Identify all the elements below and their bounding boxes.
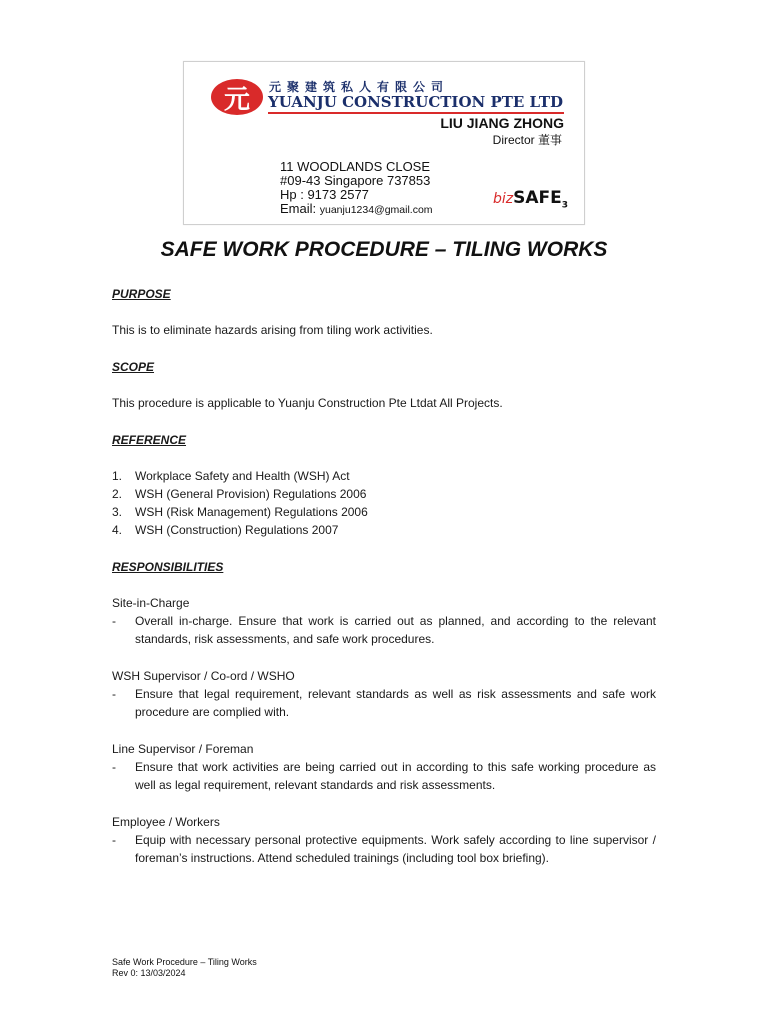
reference-list (112, 467, 656, 539)
reference-item: 4. WSH (Construction) Regulations 2007 (112, 523, 339, 537)
logo-glyph: 元 (223, 84, 250, 115)
role-title: Site-in-Charge (112, 596, 190, 610)
document-title: SAFE WORK PROCEDURE – TILING WORKS (160, 238, 608, 261)
role-title: Employee / Workers (112, 815, 220, 829)
email-address: yuanju1234@gmail.com (319, 204, 433, 216)
address-line-1: 11 WOODLANDS CLOSE (280, 159, 431, 174)
reference-item: 1. Workplace Safety and Health (WSH) Act (112, 469, 350, 483)
person-name: LIU JIANG ZHONG (440, 115, 564, 131)
business-card (183, 61, 585, 225)
company-name: YUANJU CONSTRUCTION PTE LTD (268, 93, 564, 111)
bizsafe-safe: SAFE (513, 188, 562, 208)
scope-text: This procedure is applicable to Yuanju Construction Pte Ltdat All Projects. (112, 396, 503, 410)
bizsafe-biz: biz (492, 191, 514, 207)
email-line (280, 201, 433, 218)
company-underline (268, 112, 564, 114)
company-logo (211, 79, 263, 115)
purpose-heading: PURPOSE (112, 287, 171, 301)
document-body (112, 285, 656, 867)
role-duty: - Ensure that work activities are being carried out in according to this safe working procedure as well as legal requirement, relevant standards and risk assessments. (112, 760, 656, 792)
phone-number: Hp : 9173 2577 (280, 187, 369, 202)
scope-heading: SCOPE (112, 360, 155, 374)
purpose-text: This is to eliminate hazards arising from tiling work activities. (112, 323, 433, 337)
reference-item: 2. WSH (General Provision) Regulations 2006 (112, 487, 367, 501)
role-title: Line Supervisor / Foreman (112, 742, 254, 756)
reference-heading: REFERENCE (112, 433, 187, 447)
company-chinese-name: 元聚建筑私人有限公司 (269, 80, 450, 94)
role-title: WSH Supervisor / Co-ord / WSHO (112, 669, 295, 683)
bizsafe-level: 3 (561, 200, 568, 211)
footer-doc-name: Safe Work Procedure – Tiling Works (112, 957, 257, 967)
email-label: Email: (280, 201, 317, 216)
role-duty: - Equip with necessary personal protective equipments. Work safely according to line supervisor / foreman’s instructions. Attend scheduled trainings (including tool box briefing). (112, 833, 656, 865)
page-footer (112, 957, 257, 979)
person-role: Director 董事 (492, 133, 562, 147)
reference-item: 3. WSH (Risk Management) Regulations 2006 (112, 505, 368, 519)
footer-revision: Rev 0: 13/03/2024 (112, 968, 186, 978)
bizsafe-logo (493, 188, 568, 210)
role-duty: - Ensure that legal requirement, relevant standards as well as risk assessments and safe work procedure are complied with. (112, 687, 656, 719)
address-line-2: #09-43 Singapore 737853 (280, 173, 431, 188)
role-duty: - Overall in-charge. Ensure that work is carried out as planned, and according to the relevant standards, risk assessments, and safe work procedures. (112, 614, 656, 646)
responsibilities-heading: RESPONSIBILITIES (112, 560, 224, 574)
